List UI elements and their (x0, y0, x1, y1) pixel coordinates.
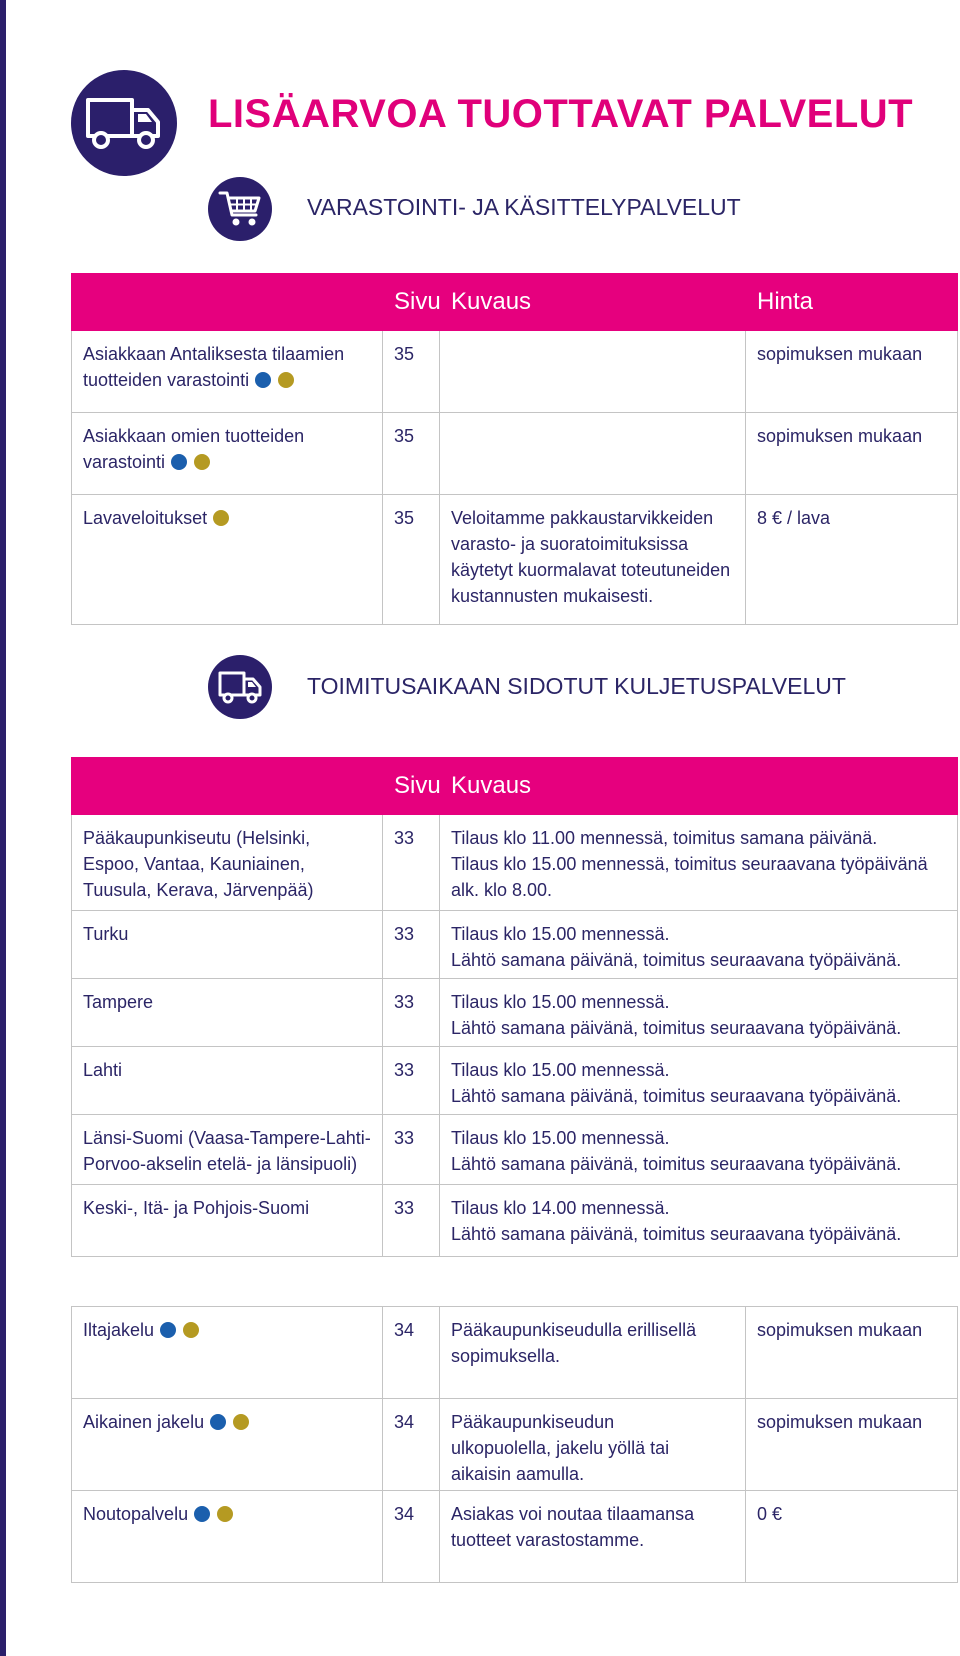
service-name: Aikainen jakelu (72, 1399, 383, 1491)
page-title: LISÄARVOA TUOTTAVAT PALVELUT (208, 92, 914, 136)
service-name: Lavaveloitukset (72, 495, 383, 625)
region-name: Länsi-Suomi (Vaasa-Tampere-Lahti- Porvoo-akselin etelä- ja länsipuoli) (72, 1115, 383, 1185)
price: sopimuksen mukaan (746, 1307, 958, 1399)
header-blank (72, 758, 383, 815)
page-number: 35 (383, 495, 440, 625)
service-name: Iltajakelu (72, 1307, 383, 1399)
description: Veloitamme pakkaustarvikkeiden varasto- ja suoratoimituksissa käytetyt kuormalavat toteutuneiden kustannusten mukaisesti. (440, 495, 746, 625)
blue-dot-icon (194, 1506, 210, 1522)
description: Pääkaupunkiseudulla erillisellä sopimuksella. (440, 1307, 746, 1399)
gold-dot-icon (194, 454, 210, 470)
truck-icon (71, 70, 177, 176)
header-page: Sivu (383, 274, 440, 331)
price: sopimuksen mukaan (746, 1399, 958, 1491)
header-description: Kuvaus (440, 274, 746, 331)
blue-dot-icon (171, 454, 187, 470)
gold-dot-icon (183, 1322, 199, 1338)
price: sopimuksen mukaan (746, 331, 958, 413)
page-number: 34 (383, 1399, 440, 1491)
delivery-table (71, 757, 958, 1257)
page-number: 33 (383, 1185, 440, 1257)
page-number: 33 (383, 979, 440, 1047)
header-blank (72, 274, 383, 331)
header-description: Kuvaus (440, 758, 958, 815)
price: 8 € / lava (746, 495, 958, 625)
description: Asiakas voi noutaa tilaamansa tuotteet varastostamme. (440, 1491, 746, 1583)
blue-dot-icon (210, 1414, 226, 1430)
page-number: 33 (383, 911, 440, 979)
gold-dot-icon (213, 510, 229, 526)
blue-dot-icon (255, 372, 271, 388)
gold-dot-icon (233, 1414, 249, 1430)
left-edge-bar (0, 0, 6, 1656)
table-row (72, 413, 958, 495)
region-name: Turku (72, 911, 383, 979)
description: Tilaus klo 14.00 mennessä. Lähtö samana päivänä, toimitus seuraavana työpäivänä. (440, 1185, 958, 1257)
storage-table (71, 273, 958, 625)
table-row (72, 1047, 958, 1115)
extra-services-table (71, 1306, 958, 1583)
page-number: 33 (383, 1115, 440, 1185)
table-row (72, 331, 958, 413)
description (440, 331, 746, 413)
region-name: Pääkaupunkiseutu (Helsinki, Espoo, Vantaa, Kauniainen, Tuusula, Kerava, Järvenpää) (72, 815, 383, 911)
service-name: Asiakkaan Antaliksesta tilaamien tuotteiden varastointi (72, 331, 383, 413)
page-number: 34 (383, 1307, 440, 1399)
description: Tilaus klo 15.00 mennessä. Lähtö samana päivänä, toimitus seuraavana työpäivänä. (440, 1047, 958, 1115)
service-name: Asiakkaan omien tuotteiden varastointi (72, 413, 383, 495)
table-row (72, 1491, 958, 1583)
description: Tilaus klo 15.00 mennessä. Lähtö samana päivänä, toimitus seuraavana työpäivänä. (440, 1115, 958, 1185)
price: sopimuksen mukaan (746, 413, 958, 495)
description: Tilaus klo 11.00 mennessä, toimitus samana päivänä. Tilaus klo 15.00 mennessä, toimitus seuraavana työpäivänä alk. klo 8.00. (440, 815, 958, 911)
description: Pääkaupunkiseudun ulkopuolella, jakelu yöllä tai aikaisin aamulla. (440, 1399, 746, 1491)
table-row (72, 1399, 958, 1491)
region-name: Keski-, Itä- ja Pohjois-Suomi (72, 1185, 383, 1257)
header-page: Sivu (383, 758, 440, 815)
service-name: Noutopalvelu (72, 1491, 383, 1583)
storage-section-title: VARASTOINTI- JA KÄSITTELYPALVELUT (307, 194, 741, 220)
table-row (72, 1307, 958, 1399)
header-price: Hinta (746, 274, 958, 331)
blue-dot-icon (160, 1322, 176, 1338)
shopping-cart-icon (208, 177, 272, 241)
price: 0 € (746, 1491, 958, 1583)
region-name: Lahti (72, 1047, 383, 1115)
delivery-section-title: TOIMITUSAIKAAN SIDOTUT KULJETUSPALVELUT (307, 673, 846, 699)
table-row (72, 979, 958, 1047)
table-row (72, 815, 958, 911)
gold-dot-icon (278, 372, 294, 388)
page-number: 33 (383, 815, 440, 911)
gold-dot-icon (217, 1506, 233, 1522)
page-number: 34 (383, 1491, 440, 1583)
table-row (72, 1185, 958, 1257)
description: Tilaus klo 15.00 mennessä. Lähtö samana päivänä, toimitus seuraavana työpäivänä. (440, 911, 958, 979)
description: Tilaus klo 15.00 mennessä. Lähtö samana päivänä, toimitus seuraavana työpäivänä. (440, 979, 958, 1047)
delivery-truck-icon (208, 655, 272, 719)
page-number: 35 (383, 331, 440, 413)
page-number: 33 (383, 1047, 440, 1115)
page-number: 35 (383, 413, 440, 495)
table-row (72, 911, 958, 979)
region-name: Tampere (72, 979, 383, 1047)
table-row (72, 495, 958, 625)
table-row (72, 1115, 958, 1185)
description (440, 413, 746, 495)
